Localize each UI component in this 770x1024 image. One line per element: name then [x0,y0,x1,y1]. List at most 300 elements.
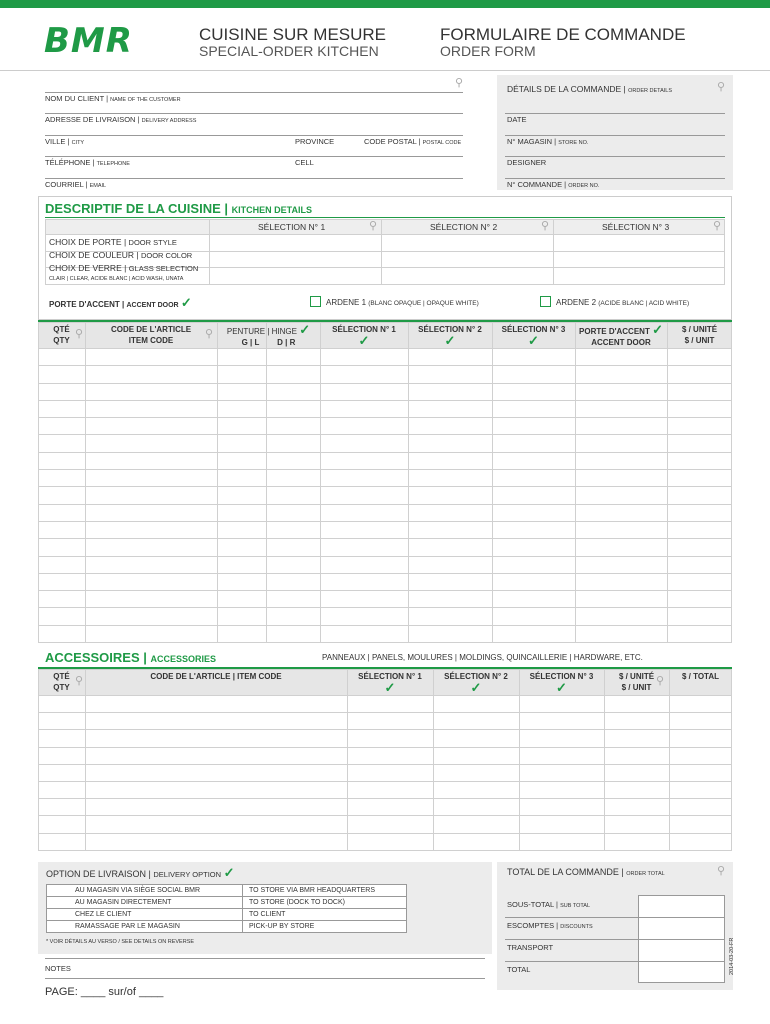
table-row [39,730,732,747]
table-cell[interactable] [39,400,86,417]
table-row [39,713,732,730]
table-cell[interactable] [86,625,218,642]
door-sel3-cell[interactable] [554,235,725,252]
accent-door-label: PORTE D'ACCENT | ACCENT DOOR ✓ [49,295,192,310]
table-cell[interactable] [321,435,409,452]
table-cell[interactable] [218,487,267,504]
table-cell[interactable] [576,573,668,590]
table-cell[interactable] [520,747,605,764]
table-cell[interactable] [267,521,321,538]
table-cell[interactable] [218,418,267,435]
email-field[interactable] [45,178,463,179]
table-cell[interactable] [321,487,409,504]
table-cell[interactable] [409,625,493,642]
table-cell[interactable] [39,349,86,366]
table-row [39,487,732,504]
table-cell[interactable] [493,470,576,487]
check-icon: ✓ [528,333,539,348]
table-cell[interactable] [39,573,86,590]
table-cell[interactable] [86,591,218,608]
paperclip-icon: ⚲ [75,675,84,687]
delivery-option-row[interactable] [47,885,407,897]
table-cell[interactable] [668,556,732,573]
table-cell[interactable] [668,366,732,383]
table-cell[interactable] [86,573,218,590]
table-cell[interactable] [321,383,409,400]
table-cell[interactable] [39,556,86,573]
table-cell[interactable] [267,591,321,608]
table-cell[interactable] [348,696,434,713]
color-sel2-cell[interactable] [382,251,554,268]
notes-line-top [45,958,485,959]
table-cell[interactable] [493,487,576,504]
check-icon: ✓ [470,680,482,695]
table-cell[interactable] [267,470,321,487]
title-kitchen-fr: CUISINE SUR MESURE [199,25,387,44]
table-cell[interactable] [668,435,732,452]
table-cell[interactable] [348,764,434,781]
table-cell[interactable] [86,400,218,417]
table-cell[interactable] [267,504,321,521]
table-cell[interactable] [39,764,86,781]
table-cell[interactable] [409,452,493,469]
table-cell[interactable] [321,573,409,590]
table-cell[interactable] [409,539,493,556]
table-row [39,696,732,713]
table-cell[interactable] [493,539,576,556]
table-cell[interactable] [86,556,218,573]
table-cell[interactable] [576,383,668,400]
table-cell[interactable] [520,833,605,850]
page-number: PAGE: ____ sur/of ____ [45,986,164,998]
table-row [39,625,732,642]
table-cell[interactable] [493,625,576,642]
table-cell[interactable] [434,747,520,764]
table-cell[interactable] [39,833,86,850]
table-cell[interactable] [86,799,348,816]
table-cell[interactable] [576,366,668,383]
table-cell[interactable] [605,713,670,730]
table-cell[interactable] [576,625,668,642]
table-cell[interactable] [39,487,86,504]
table-cell[interactable] [493,366,576,383]
table-cell[interactable] [434,696,520,713]
table-cell[interactable] [409,487,493,504]
paperclip-icon: ⚲ [369,220,378,232]
paperclip-icon: ⚲ [713,220,722,232]
table-cell[interactable] [493,573,576,590]
table-cell[interactable] [321,470,409,487]
table-cell[interactable] [86,470,218,487]
table-cell[interactable] [493,349,576,366]
title-form-fr: FORMULAIRE DE COMMANDE [440,25,686,44]
table-cell[interactable] [86,435,218,452]
check-icon: ✓ [223,865,235,880]
items-unit-header: $ / UNITÉ $ / UNIT [681,325,718,345]
table-cell[interactable] [348,816,434,833]
order-no-field[interactable] [505,178,725,179]
province-label: PROVINCE [295,137,335,146]
table-cell[interactable] [434,781,520,798]
check-icon: ✓ [358,333,370,348]
acc-sel3-header: SÉLECTION N° 3 ✓ [519,671,604,693]
table-cell[interactable] [267,539,321,556]
ardene2-label: ARDENE 2 (ACIDE BLANC | ACID WHITE) [556,298,690,307]
table-cell[interactable] [321,556,409,573]
table-cell[interactable] [670,816,732,833]
table-cell[interactable] [409,608,493,625]
table-cell[interactable] [39,799,86,816]
table-row [39,573,732,590]
table-cell[interactable] [605,781,670,798]
table-cell[interactable] [39,747,86,764]
table-cell[interactable] [218,591,267,608]
delivery-option-fr: CHEZ LE CLIENT [47,909,243,921]
table-cell[interactable] [576,521,668,538]
table-cell[interactable] [267,625,321,642]
table-cell[interactable] [668,573,732,590]
table-cell[interactable] [39,452,86,469]
acc-unit-header: $ / UNITÉ $ / UNIT [618,672,655,692]
table-cell[interactable] [668,504,732,521]
table-cell[interactable] [267,573,321,590]
table-cell[interactable] [493,452,576,469]
table-cell[interactable] [670,799,732,816]
table-cell[interactable] [321,625,409,642]
table-cell[interactable] [493,504,576,521]
city-field[interactable] [45,135,463,136]
table-cell[interactable] [668,452,732,469]
kitchen-sel1-header: SÉLECTION N° 1 [258,222,326,232]
table-cell[interactable] [409,349,493,366]
delivery-option-row[interactable] [47,909,407,921]
table-cell[interactable] [39,625,86,642]
table-cell[interactable] [348,713,434,730]
table-cell[interactable] [434,713,520,730]
accessories-table [38,669,732,851]
table-cell[interactable] [576,591,668,608]
table-cell[interactable] [39,696,86,713]
table-cell[interactable] [576,504,668,521]
acc-code-header: CODE DE L'ARTICLE | ITEM CODE [150,672,282,681]
table-cell[interactable] [605,816,670,833]
total-label: TOTAL [507,965,531,974]
date-field[interactable] [505,113,725,114]
table-cell[interactable] [409,366,493,383]
table-cell[interactable] [409,504,493,521]
table-cell[interactable] [321,504,409,521]
table-cell[interactable] [86,781,348,798]
table-cell[interactable] [520,713,605,730]
table-row [39,764,732,781]
header-divider [0,70,770,71]
table-cell[interactable] [86,730,348,747]
table-cell[interactable] [434,816,520,833]
table-cell[interactable] [576,487,668,504]
table-cell[interactable] [321,452,409,469]
table-cell[interactable] [267,487,321,504]
table-cell[interactable] [668,470,732,487]
table-cell[interactable] [218,400,267,417]
table-cell[interactable] [39,435,86,452]
table-cell[interactable] [86,608,218,625]
table-cell[interactable] [267,608,321,625]
table-cell[interactable] [86,521,218,538]
table-cell[interactable] [520,799,605,816]
table-row [39,781,732,798]
postal-label: CODE POSTAL | POSTAL CODE [364,137,462,146]
table-cell[interactable] [267,435,321,452]
table-cell[interactable] [434,730,520,747]
designer-field[interactable] [505,156,725,157]
table-cell[interactable] [86,383,218,400]
table-cell[interactable] [493,608,576,625]
table-cell[interactable] [39,470,86,487]
table-cell[interactable] [86,816,348,833]
customer-name-field[interactable] [45,92,463,93]
table-row [39,383,732,400]
table-cell[interactable] [86,366,218,383]
table-cell[interactable] [39,383,86,400]
table-cell[interactable] [348,730,434,747]
color-sel3-cell[interactable] [554,251,725,268]
table-cell[interactable] [409,470,493,487]
table-cell[interactable] [86,764,348,781]
table-cell[interactable] [668,349,732,366]
table-cell[interactable] [668,539,732,556]
table-cell[interactable] [218,539,267,556]
table-cell[interactable] [321,608,409,625]
table-cell[interactable] [218,504,267,521]
table-cell[interactable] [86,452,218,469]
table-cell[interactable] [321,591,409,608]
table-cell[interactable] [576,418,668,435]
address-label: ADRESSE DE LIVRAISON | DELIVERY ADDRESS [45,115,197,124]
glass-options-label: CLAIR | CLEAR, ACIDE BLANC | ACID WASH, UNATA [49,276,184,282]
table-cell[interactable] [409,400,493,417]
table-cell[interactable] [520,816,605,833]
discounts-label: ESCOMPTES | DISCOUNTS [507,921,593,930]
table-cell[interactable] [493,400,576,417]
table-cell[interactable] [86,487,218,504]
table-cell[interactable] [605,730,670,747]
table-cell[interactable] [520,696,605,713]
table-cell[interactable] [267,349,321,366]
table-cell[interactable] [218,521,267,538]
table-cell[interactable] [321,521,409,538]
table-cell[interactable] [321,539,409,556]
table-cell[interactable] [605,747,670,764]
table-cell[interactable] [218,452,267,469]
table-cell[interactable] [670,730,732,747]
order-details-title: DÉTAILS DE LA COMMANDE | ORDER DETAILS [507,84,672,94]
top-green-bar [0,0,770,8]
table-cell[interactable] [218,383,267,400]
table-cell[interactable] [86,747,348,764]
table-cell[interactable] [39,781,86,798]
table-cell[interactable] [576,608,668,625]
table-cell[interactable] [670,713,732,730]
table-cell[interactable] [409,521,493,538]
table-row [39,504,732,521]
table-cell[interactable] [576,435,668,452]
glass-sel3-cell[interactable] [554,268,725,285]
glass-sel2-cell[interactable] [382,268,554,285]
table-cell[interactable] [409,383,493,400]
table-cell[interactable] [218,435,267,452]
table-cell[interactable] [86,349,218,366]
table-cell[interactable] [39,730,86,747]
table-cell[interactable] [520,730,605,747]
table-cell[interactable] [86,833,348,850]
delivery-option-fr: AU MAGASIN VIA SIÈGE SOCIAL BMR [47,885,243,897]
table-cell[interactable] [86,504,218,521]
table-cell[interactable] [348,781,434,798]
table-cell[interactable] [267,400,321,417]
table-cell[interactable] [39,591,86,608]
table-cell[interactable] [576,349,668,366]
table-cell[interactable] [86,418,218,435]
table-cell[interactable] [493,418,576,435]
table-cell[interactable] [576,556,668,573]
table-cell[interactable] [670,764,732,781]
table-cell[interactable] [39,713,86,730]
table-cell[interactable] [520,781,605,798]
table-cell[interactable] [605,799,670,816]
delivery-option-en: TO STORE (DOCK TO DOCK) [243,897,407,909]
table-cell[interactable] [576,470,668,487]
table-cell[interactable] [39,608,86,625]
table-cell[interactable] [493,521,576,538]
delivery-option-row[interactable] [47,897,407,909]
store-field[interactable] [505,135,725,136]
table-cell[interactable] [668,400,732,417]
table-cell[interactable] [86,696,348,713]
table-cell[interactable] [39,418,86,435]
table-cell[interactable] [605,764,670,781]
table-row [39,833,732,850]
paperclip-icon: ⚲ [656,675,665,687]
table-cell[interactable] [668,487,732,504]
table-cell[interactable] [218,470,267,487]
table-cell[interactable] [39,504,86,521]
items-code-header: CODE DE L'ARTICLE ITEM CODE [110,325,192,345]
table-cell[interactable] [576,452,668,469]
table-cell[interactable] [39,539,86,556]
table-cell[interactable] [86,539,218,556]
items-hinge-header: PENTURE | HINGE ✓ G | L D | R [226,322,311,347]
table-cell[interactable] [321,418,409,435]
table-cell[interactable] [434,833,520,850]
table-cell[interactable] [86,713,348,730]
table-cell[interactable] [409,573,493,590]
table-cell[interactable] [348,799,434,816]
table-cell[interactable] [434,799,520,816]
table-cell[interactable] [605,696,670,713]
table-cell[interactable] [218,556,267,573]
ardene1-checkbox[interactable] [310,296,321,307]
table-cell[interactable] [267,452,321,469]
notes-field[interactable] [45,978,485,979]
paperclip-icon: ⚲ [205,328,214,340]
table-cell[interactable] [409,591,493,608]
table-cell[interactable] [668,418,732,435]
table-cell[interactable] [493,383,576,400]
ardene2-checkbox[interactable] [540,296,551,307]
table-cell[interactable] [493,556,576,573]
table-cell[interactable] [409,435,493,452]
table-cell[interactable] [267,556,321,573]
table-cell[interactable] [218,349,267,366]
table-cell[interactable] [39,816,86,833]
table-row [39,470,732,487]
paperclip-icon: ⚲ [541,220,550,232]
table-cell[interactable] [668,521,732,538]
email-label: COURRIEL | EMAIL [45,180,107,189]
table-cell[interactable] [576,539,668,556]
table-cell[interactable] [605,833,670,850]
table-cell[interactable] [670,696,732,713]
table-cell[interactable] [493,435,576,452]
customer-name-label: NOM DU CLIENT | NAME OF THE CUSTOMER [45,94,181,103]
paperclip-icon: ⚲ [75,328,84,340]
table-cell[interactable] [218,608,267,625]
color-sel1-cell[interactable] [210,251,382,268]
table-cell[interactable] [267,366,321,383]
door-sel2-cell[interactable] [382,235,554,252]
table-cell[interactable] [576,400,668,417]
discounts-divider [505,939,725,940]
table-cell[interactable] [520,764,605,781]
table-cell[interactable] [670,781,732,798]
glass-sel1-cell[interactable] [210,268,382,285]
delivery-option-en: TO STORE VIA BMR HEADQUARTERS [243,885,407,897]
table-cell[interactable] [348,747,434,764]
table-cell[interactable] [321,349,409,366]
table-cell[interactable] [668,383,732,400]
table-cell[interactable] [39,521,86,538]
kitchen-divider [45,217,725,218]
table-cell[interactable] [218,366,267,383]
items-accent-header: PORTE D'ACCENT ✓ ACCENT DOOR [579,322,663,347]
table-cell[interactable] [668,608,732,625]
table-cell[interactable] [409,556,493,573]
table-cell[interactable] [493,591,576,608]
table-cell[interactable] [348,833,434,850]
table-cell[interactable] [267,383,321,400]
door-sel1-cell[interactable] [210,235,382,252]
table-cell[interactable] [668,591,732,608]
table-cell[interactable] [321,400,409,417]
table-cell[interactable] [218,573,267,590]
table-cell[interactable] [218,625,267,642]
table-cell[interactable] [409,418,493,435]
address-field[interactable] [45,113,463,114]
transport-divider [505,961,725,962]
table-cell[interactable] [434,764,520,781]
table-cell[interactable] [670,747,732,764]
delivery-option-row[interactable] [47,921,407,933]
notes-label: NOTES [45,964,71,973]
table-cell[interactable] [267,418,321,435]
table-cell[interactable] [321,366,409,383]
table-cell[interactable] [668,625,732,642]
phone-label: TÉLÉPHONE | TELEPHONE [45,158,130,167]
table-cell[interactable] [39,366,86,383]
phone-field[interactable] [45,156,463,157]
delivery-title: OPTION DE LIVRAISON | DELIVERY OPTION ✓ [46,865,235,880]
table-cell[interactable] [670,833,732,850]
